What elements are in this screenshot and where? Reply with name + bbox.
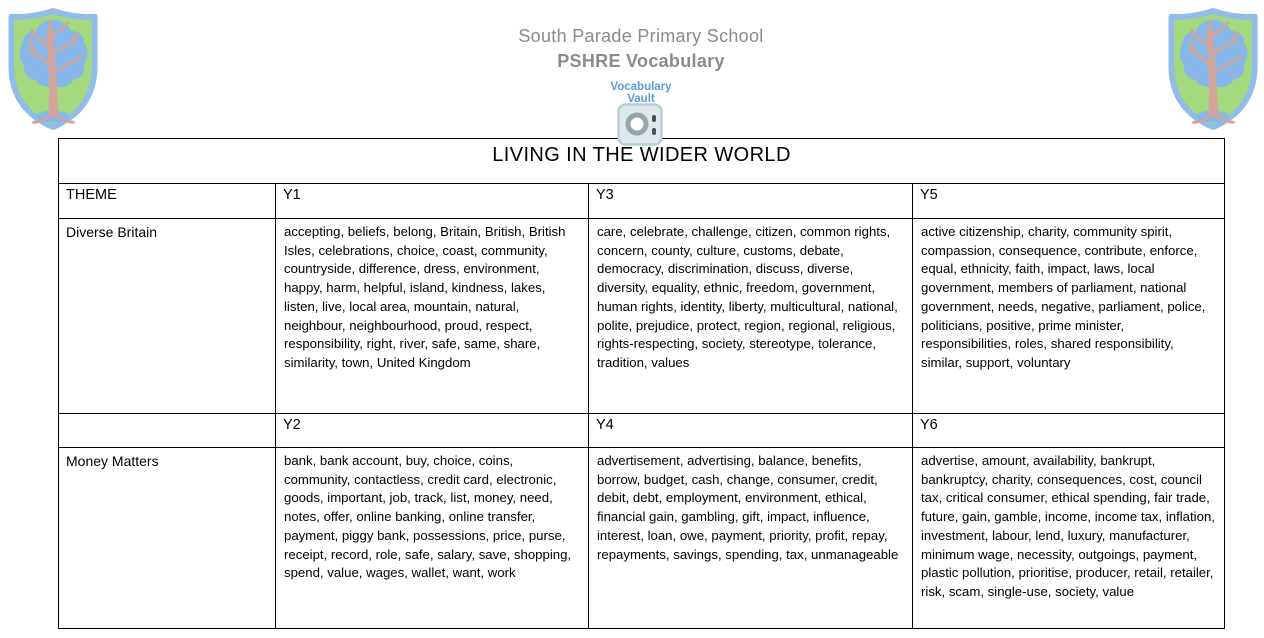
row-diverse-britain — [59, 219, 1225, 414]
page-header — [58, 26, 1224, 72]
vault-wordmark-line2: Vault — [627, 93, 655, 105]
vault-icon — [617, 103, 663, 146]
col-header-y5: Y5 — [913, 184, 1225, 219]
col-header-y2: Y2 — [276, 414, 589, 448]
theme-label-money-matters: Money Matters — [59, 448, 276, 629]
vocab-cell-y2: bank, bank account, buy, choice, coins, community, contactless, credit card, electronic, goods, important, job, track, list, money, need, notes, offer, online banking, online transfer, payment, piggy bank, possessions, price, purse, receipt, record, role, safe, salary, save, shopping, spend, value, wages, wallet, want, work — [276, 448, 589, 629]
vocab-cell-y5: active citizenship, charity, community spirit, compassion, consequence, contribute, enforce, equal, ethnicity, faith, impact, laws, local government, members of parliament, national government, needs, negative, parliament, police, politicians, positive, prime minister, responsibilities, roles, shared responsibility, similar, support, voluntary — [913, 219, 1225, 414]
header-row-even-years — [59, 414, 1225, 448]
vocabulary-vault-wordmark — [58, 81, 1224, 105]
col-header-y3: Y3 — [589, 184, 913, 219]
document-subtitle: PSHRE Vocabulary — [557, 51, 725, 71]
vocab-cell-y1: accepting, beliefs, belong, Britain, British, British Isles, celebrations, choice, coast, community, countryside, difference, dress, environment, happy, harm, helpful, island, kindness, lakes, listen, live, local area, mountain, natural, neighbour, neighbourhood, proud, respect, responsibility, right, river, safe, same, share, similarity, town, United Kingdom — [276, 219, 589, 414]
safe-vault-icon — [617, 103, 663, 146]
col-header-y4: Y4 — [589, 414, 913, 448]
col-header-theme: THEME — [59, 184, 276, 219]
row-money-matters — [59, 448, 1225, 629]
vocab-cell-y3: care, celebrate, challenge, citizen, common rights, concern, county, culture, customs, debate, democracy, discrimination, discuss, diverse, diversity, equality, ethnic, freedom, government, human rights, identity, liberty, multicultural, national, polite, prejudice, protect, region, regional, religious, rights-respecting, society, stereotype, tolerance, tradition, values — [589, 219, 913, 414]
col-header-empty — [59, 414, 276, 448]
vocab-cell-y6: advertise, amount, availability, bankrupt, bankruptcy, charity, consequences, cost, council tax, critical consumer, ethical spending, fair trade, future, gain, gamble, income, income tax, inflation, investment, labour, lend, luxury, manufacturer, minimum wage, necessity, outgoings, payment, plastic pollution, prioritise, producer, retail, retailer, risk, scam, single-use, society, value — [913, 448, 1225, 629]
col-header-y1: Y1 — [276, 184, 589, 219]
school-name: South Parade Primary School — [518, 26, 764, 46]
theme-label-diverse-britain: Diverse Britain — [59, 219, 276, 414]
col-header-y6: Y6 — [913, 414, 1225, 448]
vault-wordmark-line1: Vocabulary — [610, 81, 672, 93]
header-row-odd-years — [59, 184, 1225, 219]
table-title: LIVING IN THE WIDER WORLD — [59, 139, 1225, 184]
vocabulary-table — [58, 138, 1225, 629]
vocab-cell-y4: advertisement, advertising, balance, benefits, borrow, budget, cash, change, consumer, credit, debit, debt, employment, environment, ethical, financial gain, gambling, gift, impact, influence, interest, loan, owe, payment, priority, profit, repay, repayments, savings, spending, tax, unmanageable — [589, 448, 913, 629]
